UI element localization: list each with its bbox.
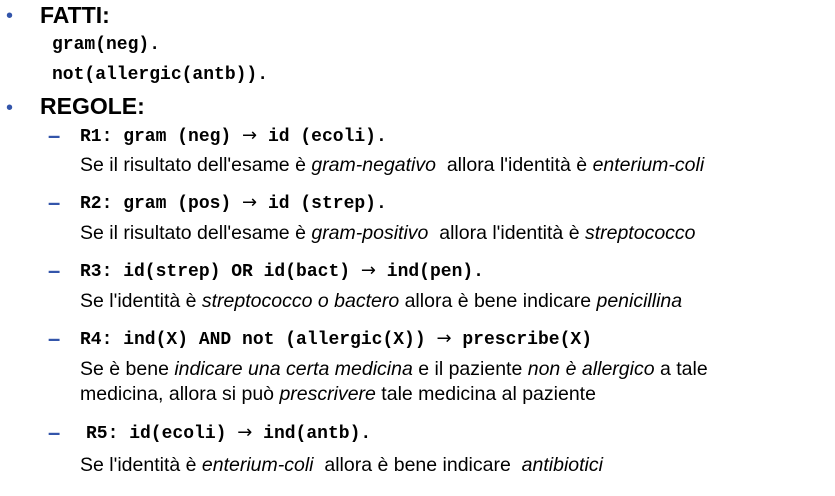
rule-2-description <box>80 222 696 245</box>
rule-1-dash: – <box>48 123 61 148</box>
rule-2-code <box>80 192 387 215</box>
rule-2-conclusion: id (strep). <box>267 194 387 214</box>
emphasis-text: non è allergico <box>527 358 655 380</box>
plain-text: e il paziente <box>412 358 528 380</box>
rule-5-conclusion: ind(antb). <box>263 424 372 444</box>
rule-3-dash: – <box>48 258 61 283</box>
plain-text: Se l'identità è <box>80 454 202 476</box>
rule-5-condition: R5: id(ecoli) <box>86 424 227 444</box>
fact-1: gram(neg). <box>52 35 161 55</box>
rule-3-condition: R3: id(strep) OR id(bact) <box>80 262 351 282</box>
fact-2: not(allergic(antb)). <box>52 65 269 85</box>
rule-4-conclusion: prescribe(X) <box>462 330 592 350</box>
facts-heading: FATTI: <box>40 2 110 28</box>
rule-5-dash: – <box>48 420 61 445</box>
rule-4-condition: R4: ind(X) AND not (allergic(X)) <box>80 330 426 350</box>
rule-5-description <box>80 454 603 477</box>
arrow-icon: → <box>242 125 258 146</box>
emphasis-text: streptococco <box>584 222 696 244</box>
emphasis-text: gram-negativo <box>311 154 436 176</box>
rule-4-description <box>80 358 708 381</box>
rule-2-condition: R2: gram (pos) <box>80 194 232 214</box>
rule-3-code <box>80 260 484 283</box>
emphasis-text: penicillina <box>596 290 683 312</box>
plain-text: medicina, allora si può <box>80 383 280 405</box>
arrow-icon: → <box>436 328 452 349</box>
emphasis-text: indicare una certa medicina <box>174 358 413 380</box>
rule-3-description <box>80 290 682 313</box>
plain-text: allora è bene indicare <box>399 290 597 312</box>
rule-1-condition: R1: gram (neg) <box>80 127 232 147</box>
arrow-icon: → <box>360 260 376 281</box>
plain-text: Se il risultato dell'esame è <box>80 222 312 244</box>
rule-4-dash: – <box>48 326 61 351</box>
rule-1-code <box>80 125 387 148</box>
rule-5-code <box>86 422 371 445</box>
emphasis-text: streptococco o bactero <box>201 290 400 312</box>
rule-2-dash: – <box>48 190 61 215</box>
plain-text: Se il risultato dell'esame è <box>80 154 312 176</box>
plain-text: allora l'identità è <box>436 154 593 176</box>
emphasis-text: gram-positivo <box>311 222 429 244</box>
plain-text: Se l'identità è <box>80 290 202 312</box>
plain-text: a tale <box>654 358 708 380</box>
rules-heading: REGOLE: <box>40 93 145 119</box>
plain-text: Se è bene <box>80 358 175 380</box>
emphasis-text: antibiotici <box>521 454 603 476</box>
plain-text: allora è bene indicare <box>313 454 522 476</box>
rule-4-description-cont <box>80 383 596 406</box>
rule-1-conclusion: id (ecoli). <box>267 127 387 147</box>
rule-3-conclusion: ind(pen). <box>386 262 484 282</box>
arrow-icon: → <box>237 422 253 443</box>
emphasis-text: prescrivere <box>279 383 376 405</box>
plain-text: tale medicina al paziente <box>375 383 596 405</box>
bullet-facts: • <box>6 5 14 27</box>
arrow-icon: → <box>242 192 258 213</box>
emphasis-text: enterium-coli <box>201 454 314 476</box>
bullet-rules: • <box>6 97 14 119</box>
plain-text: allora l'identità è <box>428 222 585 244</box>
rule-4-code <box>80 328 592 351</box>
rule-1-description <box>80 154 704 177</box>
emphasis-text: enterium-coli <box>592 154 705 176</box>
